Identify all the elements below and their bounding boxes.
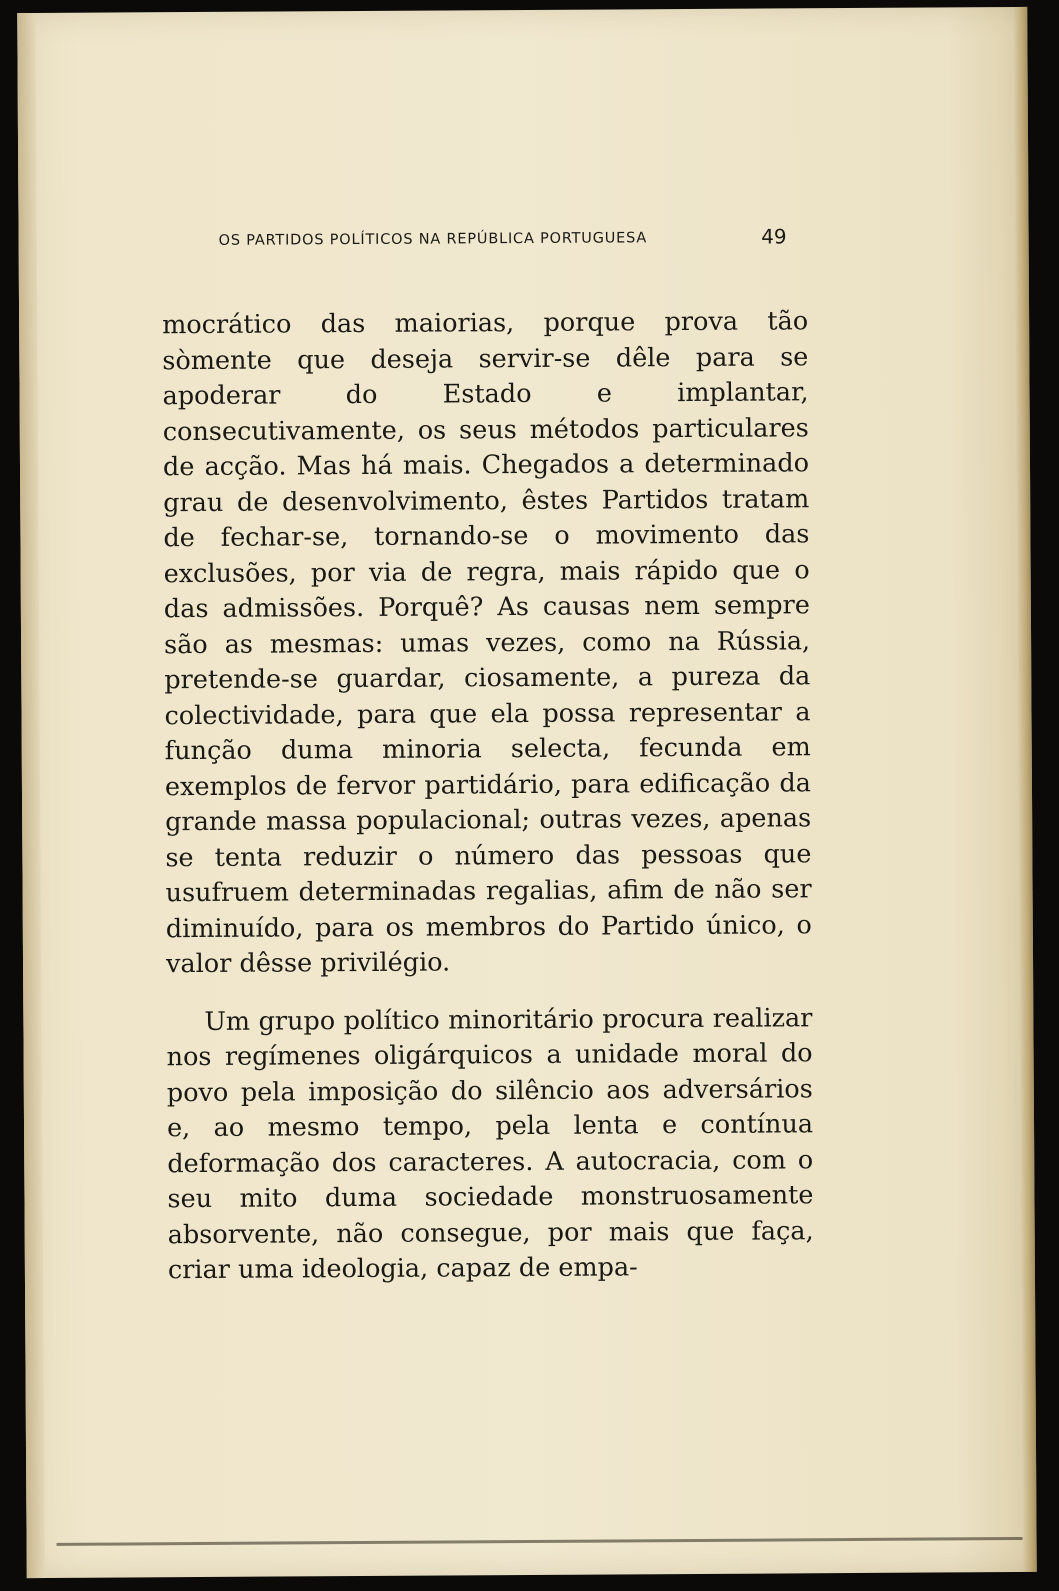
body-text xyxy=(162,304,814,1288)
running-title: OS PARTIDOS POLÍTICOS NA REPÚBLICA PORTUGUESA xyxy=(218,230,648,249)
page-bottom-edge xyxy=(57,1537,1023,1546)
page-edge xyxy=(1013,7,1037,1572)
running-header xyxy=(219,220,819,254)
page-number: 49 xyxy=(761,224,787,249)
paragraph-2: Um grupo político minoritário procura realizar nos regímenes oligárquicos a unidade moral do povo pela imposição do silêncio aos adversários e, ao mesmo tempo, pela lenta e contínua deformação dos caracteres. A autocracia, com o seu mito duma sociedade monstruosamente absorvente, não consegue, por mais que faça, criar uma ideologia, capaz de empa- xyxy=(166,1002,814,1286)
paper-page xyxy=(17,7,1037,1578)
paragraph-1: mocrático das maiorias, porque prova tão sòmente que deseja servir-se dêle para se apoderar do Estado e implantar, consecutivamente, os seus métodos particulares de acção. Mas há mais. Chegados a determinado grau de desenvolvimento, êstes Partidos tratam de fechar-se, tornando-se o movimento das exclusões, por via de regra, mais rápido que o das admissões. Porquê? As causas nem sempre são as mesmas: umas vezes, como na Rússia, pretende-se guardar, ciosamente, a pureza da colectividade, para que ela possa representar a função duma minoria selecta, fecunda em exemplos de fervor partidário, para edificação da grande massa populacional; outras vezes, apenas se tenta reduzir o número das pessoas que usufruem determinadas regalias, afim de não ser diminuído, para os membros do Partido único, o valor dêsse privilégio. xyxy=(162,306,812,980)
binding-fold xyxy=(17,13,45,1578)
